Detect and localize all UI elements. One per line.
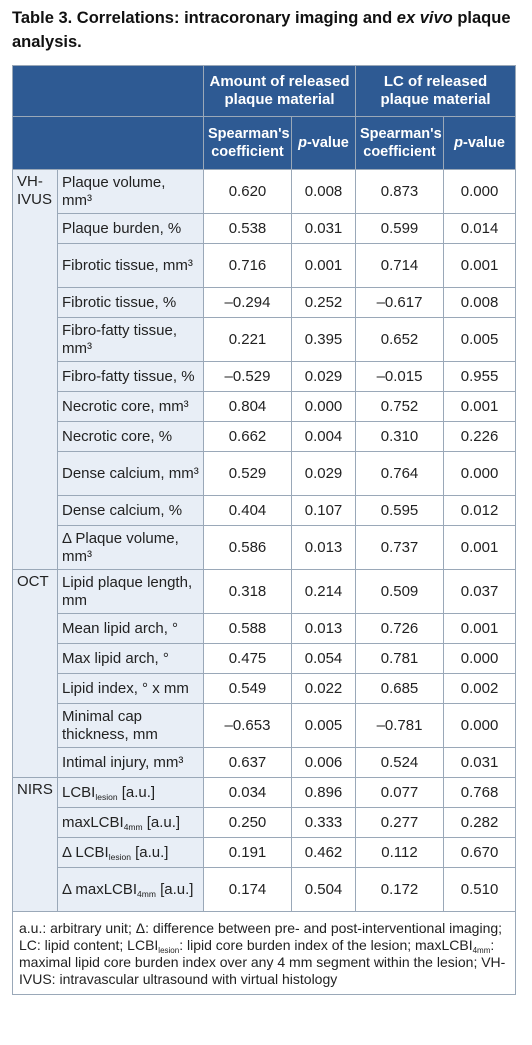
amount-pvalue-cell: 0.462 (292, 838, 356, 868)
lc-spearman-cell: 0.737 (356, 526, 444, 570)
lc-spearman-cell: 0.652 (356, 318, 444, 362)
variable-label-text: Max lipid arch, ° (62, 649, 169, 667)
lc-pvalue-cell: 0.002 (444, 674, 516, 704)
variable-label-text: Necrotic core, mm³ (62, 397, 189, 415)
lc-pvalue-cell: 0.001 (444, 392, 516, 422)
variable-label (58, 422, 204, 452)
variable-label-unit: [a.u.] (130, 843, 169, 861)
variable-label-text: Fibrotic tissue, mm³ (62, 256, 193, 274)
lc-pvalue-cell: 0.005 (444, 318, 516, 362)
section-label: OCT (13, 570, 58, 778)
amount-spearman-cell: 0.538 (204, 214, 292, 244)
lc-spearman-cell: 0.277 (356, 808, 444, 838)
amount-pvalue-cell: 0.029 (292, 362, 356, 392)
variable-label-text: Dense calcium, mm³ (62, 464, 199, 482)
lc-pvalue-cell: 0.768 (444, 778, 516, 808)
table-row (13, 614, 516, 644)
table-row (13, 808, 516, 838)
table-row (13, 318, 516, 362)
amount-pvalue-cell: 0.029 (292, 452, 356, 496)
amount-spearman-cell: 0.221 (204, 318, 292, 362)
section-label: NIRS (13, 778, 58, 912)
variable-label-unit: [a.u.] (155, 880, 194, 898)
amount-spearman-cell: 0.549 (204, 674, 292, 704)
amount-pvalue-cell: 0.252 (292, 288, 356, 318)
variable-label (58, 362, 204, 392)
amount-spearman-cell: 0.475 (204, 644, 292, 674)
variable-label-text: Dense calcium, % (62, 501, 183, 519)
table-title (12, 6, 517, 54)
table-row (13, 838, 516, 868)
lc-spearman-cell: 0.524 (356, 748, 444, 778)
amount-pvalue-cell: 0.001 (292, 244, 356, 288)
variable-label (58, 748, 204, 778)
amount-spearman-cell: 0.662 (204, 422, 292, 452)
footnote-text: : maximal lipid core burden index over any 4 mm segment within the lesion; VH-IVUS: intravascular ultrasound with virtual histology (19, 937, 506, 987)
variable-label-text: Lipid plaque length, mm (62, 573, 193, 609)
table-row (13, 392, 516, 422)
title-italic-text: ex vivo (396, 9, 453, 27)
footnote-subscript: lesion (158, 946, 180, 955)
variable-label-subscript: 4mm (137, 888, 156, 899)
lc-spearman-cell: –0.617 (356, 288, 444, 318)
lc-pvalue-cell: 0.000 (444, 452, 516, 496)
table-row (13, 674, 516, 704)
lc-spearman-cell: 0.112 (356, 838, 444, 868)
variable-label (58, 704, 204, 748)
amount-pvalue-cell: 0.006 (292, 748, 356, 778)
table-row (13, 362, 516, 392)
lc-pvalue-cell: 0.000 (444, 170, 516, 214)
amount-spearman-cell: 0.529 (204, 452, 292, 496)
table-body (13, 170, 516, 912)
lc-pvalue-cell: 0.001 (444, 526, 516, 570)
lc-pvalue-cell: 0.008 (444, 288, 516, 318)
lc-pvalue-cell: 0.031 (444, 748, 516, 778)
table-row (13, 170, 516, 214)
variable-label (58, 214, 204, 244)
lc-pvalue-cell: 0.012 (444, 496, 516, 526)
variable-label (58, 318, 204, 362)
variable-label-text: maxLCBI (62, 813, 124, 831)
lc-spearman-cell: 0.752 (356, 392, 444, 422)
table-row (13, 868, 516, 912)
amount-pvalue-cell: 0.054 (292, 644, 356, 674)
amount-spearman-cell: 0.637 (204, 748, 292, 778)
p-italic: p (298, 135, 307, 151)
amount-spearman-cell: –0.529 (204, 362, 292, 392)
variable-label (58, 838, 204, 868)
lc-spearman-cell: 0.685 (356, 674, 444, 704)
footnote-text: : lipid core burden index of the lesion; maxLCBI (179, 937, 473, 953)
variable-label (58, 392, 204, 422)
amount-spearman-cell: 0.318 (204, 570, 292, 614)
lc-pvalue-cell: 0.001 (444, 244, 516, 288)
variable-label-text: Plaque burden, % (62, 219, 182, 237)
variable-label-text: Plaque volume, mm³ (62, 173, 166, 209)
amount-pvalue-cell: 0.022 (292, 674, 356, 704)
variable-label (58, 644, 204, 674)
variable-label-text: LCBI (62, 783, 96, 801)
variable-label-text: Fibrotic tissue, % (62, 293, 177, 311)
lc-spearman-cell: –0.781 (356, 704, 444, 748)
variable-label-text: Lipid index, ° x mm (62, 679, 189, 697)
lc-pvalue-cell: 0.282 (444, 808, 516, 838)
variable-label-subscript: lesion (95, 791, 118, 802)
lc-spearman-cell: 0.310 (356, 422, 444, 452)
variable-label (58, 808, 204, 838)
variable-label (58, 496, 204, 526)
lc-pvalue-cell: 0.955 (444, 362, 516, 392)
amount-spearman-cell: –0.653 (204, 704, 292, 748)
lc-pvalue-cell: 0.000 (444, 704, 516, 748)
lc-spearman-cell: 0.714 (356, 244, 444, 288)
variable-label (58, 288, 204, 318)
lc-spearman-cell: –0.015 (356, 362, 444, 392)
table-row (13, 214, 516, 244)
variable-label (58, 170, 204, 214)
amount-pvalue-cell: 0.214 (292, 570, 356, 614)
amount-spearman-cell: 0.034 (204, 778, 292, 808)
section-label: VH-IVUS (13, 170, 58, 570)
header-spearman-lc: Spearman's coefficient (356, 117, 444, 170)
table-row (13, 244, 516, 288)
header-pvalue-amount (292, 117, 356, 170)
amount-spearman-cell: 0.586 (204, 526, 292, 570)
variable-label-unit: [a.u.] (142, 813, 181, 831)
variable-label-text: Mean lipid arch, ° (62, 619, 179, 637)
amount-spearman-cell: 0.174 (204, 868, 292, 912)
lc-spearman-cell: 0.781 (356, 644, 444, 674)
lc-pvalue-cell: 0.670 (444, 838, 516, 868)
amount-pvalue-cell: 0.000 (292, 392, 356, 422)
amount-spearman-cell: –0.294 (204, 288, 292, 318)
amount-spearman-cell: 0.804 (204, 392, 292, 422)
title-text: Table 3. Correlations: intracoronary imaging and (12, 9, 397, 27)
lc-pvalue-cell: 0.037 (444, 570, 516, 614)
lc-pvalue-cell: 0.000 (444, 644, 516, 674)
amount-spearman-cell: 0.588 (204, 614, 292, 644)
header-spearman-amount: Spearman's coefficient (204, 117, 292, 170)
header-pvalue-lc (444, 117, 516, 170)
p-rest: -value (306, 135, 349, 151)
amount-pvalue-cell: 0.013 (292, 614, 356, 644)
variable-label-text: Δ maxLCBI (62, 880, 138, 898)
variable-label (58, 570, 204, 614)
lc-spearman-cell: 0.595 (356, 496, 444, 526)
table-row (13, 422, 516, 452)
variable-label (58, 452, 204, 496)
amount-spearman-cell: 0.191 (204, 838, 292, 868)
amount-pvalue-cell: 0.008 (292, 170, 356, 214)
amount-pvalue-cell: 0.013 (292, 526, 356, 570)
amount-pvalue-cell: 0.395 (292, 318, 356, 362)
amount-spearman-cell: 0.716 (204, 244, 292, 288)
header-blank-cell (13, 66, 204, 117)
title-text-end: plaque analysis. (12, 9, 511, 51)
amount-pvalue-cell: 0.504 (292, 868, 356, 912)
correlation-table (12, 65, 516, 995)
amount-spearman-cell: 0.250 (204, 808, 292, 838)
variable-label-text: Intimal injury, mm³ (62, 753, 184, 771)
lc-spearman-cell: 0.509 (356, 570, 444, 614)
variable-label-text: Minimal cap thickness, mm (62, 707, 158, 743)
lc-pvalue-cell: 0.510 (444, 868, 516, 912)
lc-pvalue-cell: 0.226 (444, 422, 516, 452)
variable-label-text: Δ LCBI (62, 843, 109, 861)
variable-label-text: Fibro-fatty tissue, mm³ (62, 321, 178, 357)
header-blank-cell-2 (13, 117, 204, 170)
amount-pvalue-cell: 0.005 (292, 704, 356, 748)
variable-label (58, 614, 204, 644)
amount-spearman-cell: 0.404 (204, 496, 292, 526)
table-row (13, 288, 516, 318)
amount-pvalue-cell: 0.031 (292, 214, 356, 244)
table-row (13, 452, 516, 496)
header-group-amount: Amount of released plaque material (204, 66, 356, 117)
variable-label-text: Δ Plaque volume, mm³ (62, 529, 179, 565)
variable-label (58, 868, 204, 912)
header-group-lc: LC of released plaque material (356, 66, 516, 117)
p-rest: -value (462, 135, 505, 151)
amount-pvalue-cell: 0.896 (292, 778, 356, 808)
footnote-text: a.u.: arbitrary unit; Δ: difference between pre- and post-interventional imaging; LC: lipid content; LCBI (19, 920, 503, 953)
amount-pvalue-cell: 0.004 (292, 422, 356, 452)
variable-label (58, 244, 204, 288)
lc-spearman-cell: 0.726 (356, 614, 444, 644)
table-footnote (13, 912, 516, 995)
table-row (13, 496, 516, 526)
lc-pvalue-cell: 0.001 (444, 614, 516, 644)
lc-spearman-cell: 0.873 (356, 170, 444, 214)
table-header (13, 66, 516, 170)
table-row (13, 748, 516, 778)
footnote-subscript: 4mm (472, 946, 491, 955)
variable-label (58, 674, 204, 704)
lc-spearman-cell: 0.599 (356, 214, 444, 244)
table-row (13, 704, 516, 748)
table-row (13, 778, 516, 808)
p-italic: p (454, 135, 463, 151)
table-row (13, 644, 516, 674)
variable-label-subscript: lesion (108, 851, 131, 862)
amount-pvalue-cell: 0.107 (292, 496, 356, 526)
lc-spearman-cell: 0.764 (356, 452, 444, 496)
variable-label-unit: [a.u.] (117, 783, 156, 801)
variable-label-text: Necrotic core, % (62, 427, 173, 445)
variable-label-text: Fibro-fatty tissue, % (62, 367, 195, 385)
lc-pvalue-cell: 0.014 (444, 214, 516, 244)
amount-spearman-cell: 0.620 (204, 170, 292, 214)
lc-spearman-cell: 0.077 (356, 778, 444, 808)
variable-label (58, 526, 204, 570)
amount-pvalue-cell: 0.333 (292, 808, 356, 838)
variable-label (58, 778, 204, 808)
lc-spearman-cell: 0.172 (356, 868, 444, 912)
table-row (13, 570, 516, 614)
variable-label-subscript: 4mm (123, 821, 143, 832)
table-row (13, 526, 516, 570)
